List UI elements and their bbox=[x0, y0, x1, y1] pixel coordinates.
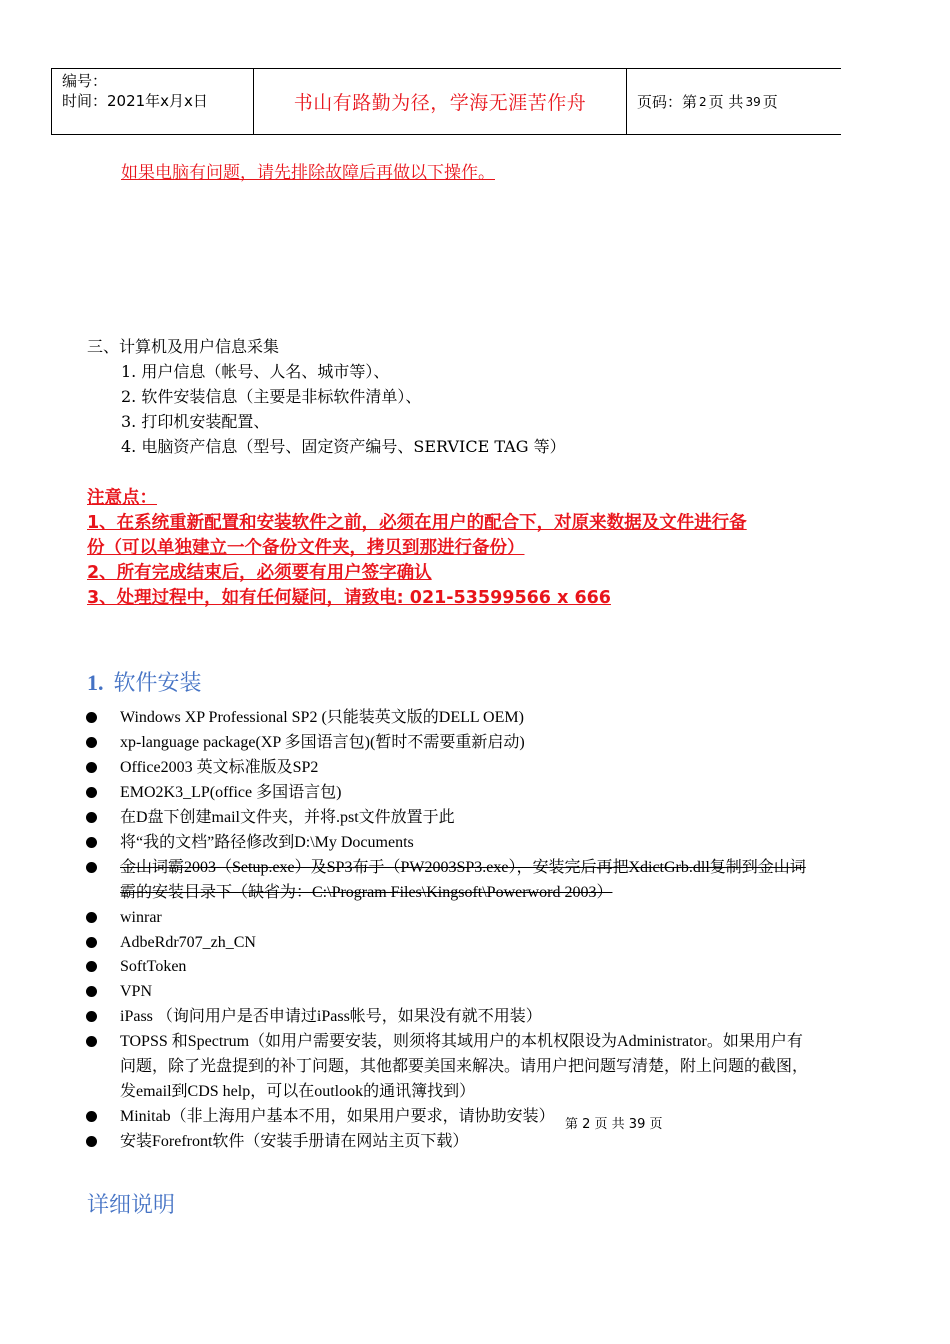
page-mid: 页 共 bbox=[708, 93, 744, 111]
detail-heading: 详细说明 bbox=[87, 1193, 176, 1218]
page-total: 39 bbox=[745, 94, 761, 109]
section3-item-4: 4. 电脑资产信息（型号、固定资产编号、SERVICE TAG 等） bbox=[121, 437, 566, 456]
software-item-3: Office2003 英文标准版及SP2 bbox=[120, 759, 319, 776]
bullet-icon bbox=[86, 912, 97, 923]
bullet-icon bbox=[86, 961, 97, 972]
footer-page-number: 第 2 页 共 39 页 bbox=[565, 1117, 663, 1132]
notice-text: 如果电脑有问题，请先排除故障后再做以下操作。 bbox=[121, 163, 495, 183]
bullet-icon bbox=[86, 1036, 97, 1047]
software-item-14: Minitab（非上海用户基本不用，如果用户要求，请协助安装） bbox=[120, 1108, 555, 1125]
bullet-icon bbox=[86, 1011, 97, 1022]
attention-line-3: 2、所有完成结束后，必须要有用户签字确认 bbox=[87, 563, 432, 583]
bullet-icon bbox=[86, 812, 97, 823]
page-prefix: 页码：第 bbox=[637, 93, 698, 111]
bullet-icon bbox=[86, 762, 97, 773]
page-suffix: 页 bbox=[762, 93, 778, 111]
software-heading bbox=[87, 666, 202, 697]
software-item-8: winrar bbox=[120, 909, 162, 926]
software-item-6: 将“我的文档”路径修改到D:\My Documents bbox=[120, 834, 414, 851]
software-item-12: iPass （询问用户是否申请过iPass帐号，如果没有就不用装） bbox=[120, 1008, 542, 1025]
software-item-1: Windows XP Professional SP2 (只能装英文版的DELL OEM) bbox=[120, 709, 524, 726]
software-item-2: xp-language package(XP 多国语言包)(暂时不需要重新启动) bbox=[120, 734, 525, 751]
bullet-icon bbox=[86, 1111, 97, 1122]
bullet-icon bbox=[86, 1136, 97, 1147]
software-item-9: AdbeRdr707_zh_CN bbox=[120, 934, 256, 951]
section3-title: 三、计算机及用户信息采集 bbox=[87, 337, 280, 356]
page-num: 2 bbox=[699, 94, 707, 109]
software-item-15: 安装Forefront软件（安装手册请在网站主页下载） bbox=[120, 1133, 469, 1150]
header-page-cell bbox=[627, 69, 841, 134]
software-item-5: 在D盘下创建mail文件夹，并将.pst文件放置于此 bbox=[120, 809, 455, 826]
header-meta-cell bbox=[52, 69, 254, 134]
bullet-icon bbox=[86, 837, 97, 848]
attention-line-4: 3、处理过程中，如有任何疑问，请致电: 021-53599566 x 666 bbox=[87, 588, 611, 608]
software-item-13: TOPSS 和Spectrum（如用户需要安装，则须将其域用户的本机权限设为Administrator。如果用户有问题，除了光盘提到的补丁问题，其他都要美国来解决。请用户把问题写清楚，附上问题的截图，发email到CDS help，可以在outlook的通讯簿找到） bbox=[120, 1033, 809, 1100]
attention-line-1: 1、在系统重新配置和安装软件之前，必须在用户的配合下，对原来数据及文件进行备 bbox=[87, 513, 747, 533]
bullet-icon bbox=[86, 986, 97, 997]
section3-item-3: 3. 打印机安装配置、 bbox=[121, 412, 270, 431]
software-heading-text: 软件安装 bbox=[113, 671, 202, 696]
software-item-11: VPN bbox=[120, 983, 153, 1000]
header-motto-cell bbox=[254, 69, 627, 134]
attention-title: 注意点： bbox=[87, 488, 157, 508]
bullet-icon bbox=[86, 737, 97, 748]
time-label: 时间：2021年x月x日 bbox=[62, 92, 208, 110]
software-item-7-struck: 金山词霸2003（Setup.exe）及SP3布于（PW2003SP3.exe），安装完后再把XdictGrb.dll复制到金山词霸的安装目录下（缺省为：C:\Program Files\Kingsoft\Powerword 2003） bbox=[120, 859, 806, 901]
software-heading-num: 1. bbox=[87, 670, 104, 695]
software-item-4: EMO2K3_LP(office 多国语言包) bbox=[120, 784, 342, 801]
bullet-icon bbox=[86, 937, 97, 948]
header-table bbox=[51, 68, 841, 135]
section3-item-2: 2. 软件安装信息（主要是非标软件清单）、 bbox=[121, 387, 422, 406]
software-item-10: SoftToken bbox=[120, 958, 187, 975]
section3-item-1: 1. 用户信息（帐号、人名、城市等）、 bbox=[121, 362, 390, 381]
bullet-icon bbox=[86, 712, 97, 723]
bullet-icon bbox=[86, 787, 97, 798]
number-label: 编号： bbox=[62, 72, 108, 90]
motto: 书山有路勤为径，学海无涯苦作舟 bbox=[293, 92, 587, 114]
attention-line-2: 份（可以单独建立一个备份文件夹，拷贝到那进行备份） bbox=[87, 538, 525, 558]
